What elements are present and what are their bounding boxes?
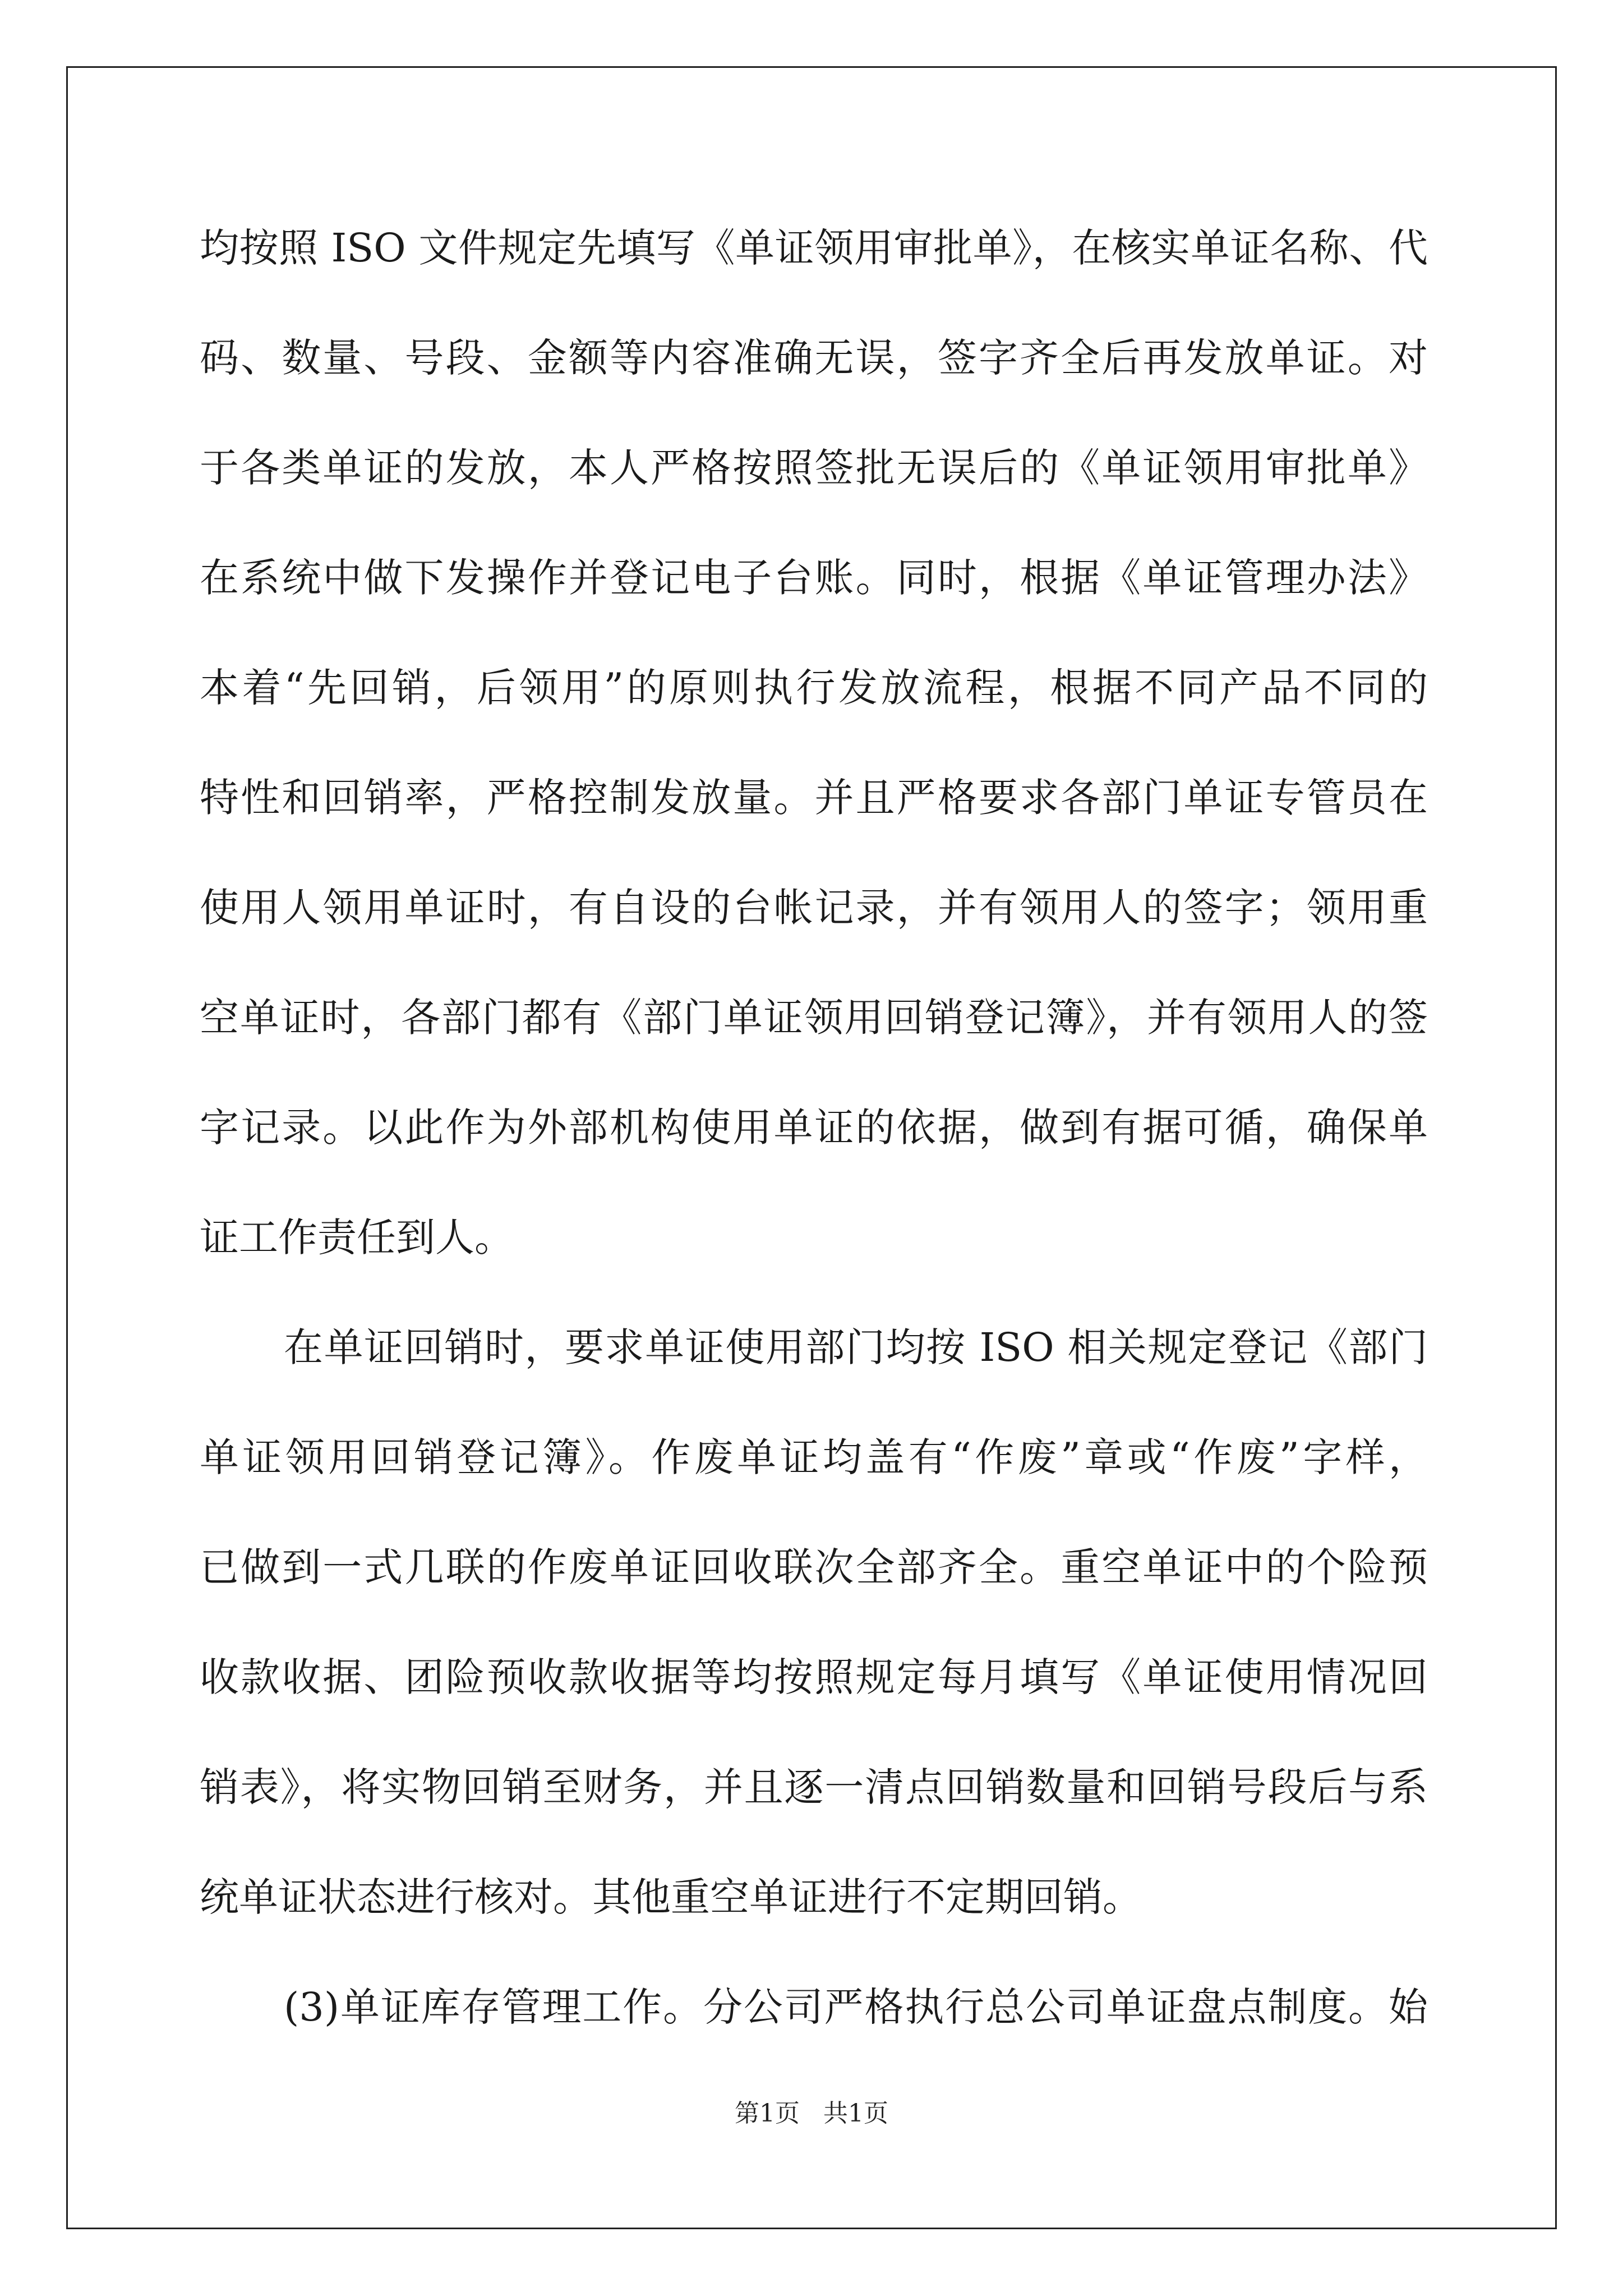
- text-line: 已做到一式几联的作废单证回收联次全部齐全。重空单证中的个险预: [200, 1544, 1428, 1590]
- text-line: 字记录。以此作为外部机构使用单证的依据，做到有据可循，确保单: [200, 1105, 1428, 1151]
- text-line: 特性和回销率，严格控制发放量。并且严格要求各部门单证专管员在: [200, 775, 1428, 821]
- text-line: 证工作责任到人。: [200, 1214, 514, 1260]
- text-line: 统单证状态进行核对。其他重空单证进行不定期回销。: [200, 1874, 1142, 1920]
- text-line: 单证领用回销登记簿》。作废单证均盖有“作废”章或“作废”字样，: [200, 1434, 1428, 1480]
- text-line: 均按照 ISO 文件规定先填写《单证领用审批单》，在核实单证名称、代: [200, 225, 1428, 271]
- text-line: 码、数量、号段、金额等内容准确无误，签字齐全后再发放单证。对: [200, 335, 1428, 381]
- text-line: 本着“先回销，后领用”的原则执行发放流程，根据不同产品不同的: [200, 665, 1428, 711]
- page-total: 共1页: [823, 2099, 888, 2128]
- text-line: 空单证时，各部门都有《部门单证领用回销登记簿》，并有领用人的签: [200, 995, 1428, 1041]
- paragraph-first-line: (3)单证库存管理工作。分公司严格执行总公司单证盘点制度。始: [284, 1984, 1428, 2030]
- text-line: 销表》，将实物回销至财务，并且逐一清点回销数量和回销号段后与系: [200, 1764, 1428, 1810]
- text-line: 在系统中做下发操作并登记电子台账。同时，根据《单证管理办法》: [200, 555, 1428, 601]
- text-line: 收款收据、团险预收款收据等均按照规定每月填写《单证使用情况回: [200, 1654, 1428, 1700]
- page-footer: [0, 2097, 1623, 2131]
- paragraph-first-line: 在单证回销时，要求单证使用部门均按 ISO 相关规定登记《部门: [284, 1324, 1428, 1370]
- text-line: 使用人领用单证时，有自设的台帐记录，并有领用人的签字；领用重: [200, 885, 1428, 931]
- page-number: 第1页: [735, 2099, 800, 2128]
- text-line: 于各类单证的发放，本人严格按照签批无误后的《单证领用审批单》: [200, 445, 1428, 491]
